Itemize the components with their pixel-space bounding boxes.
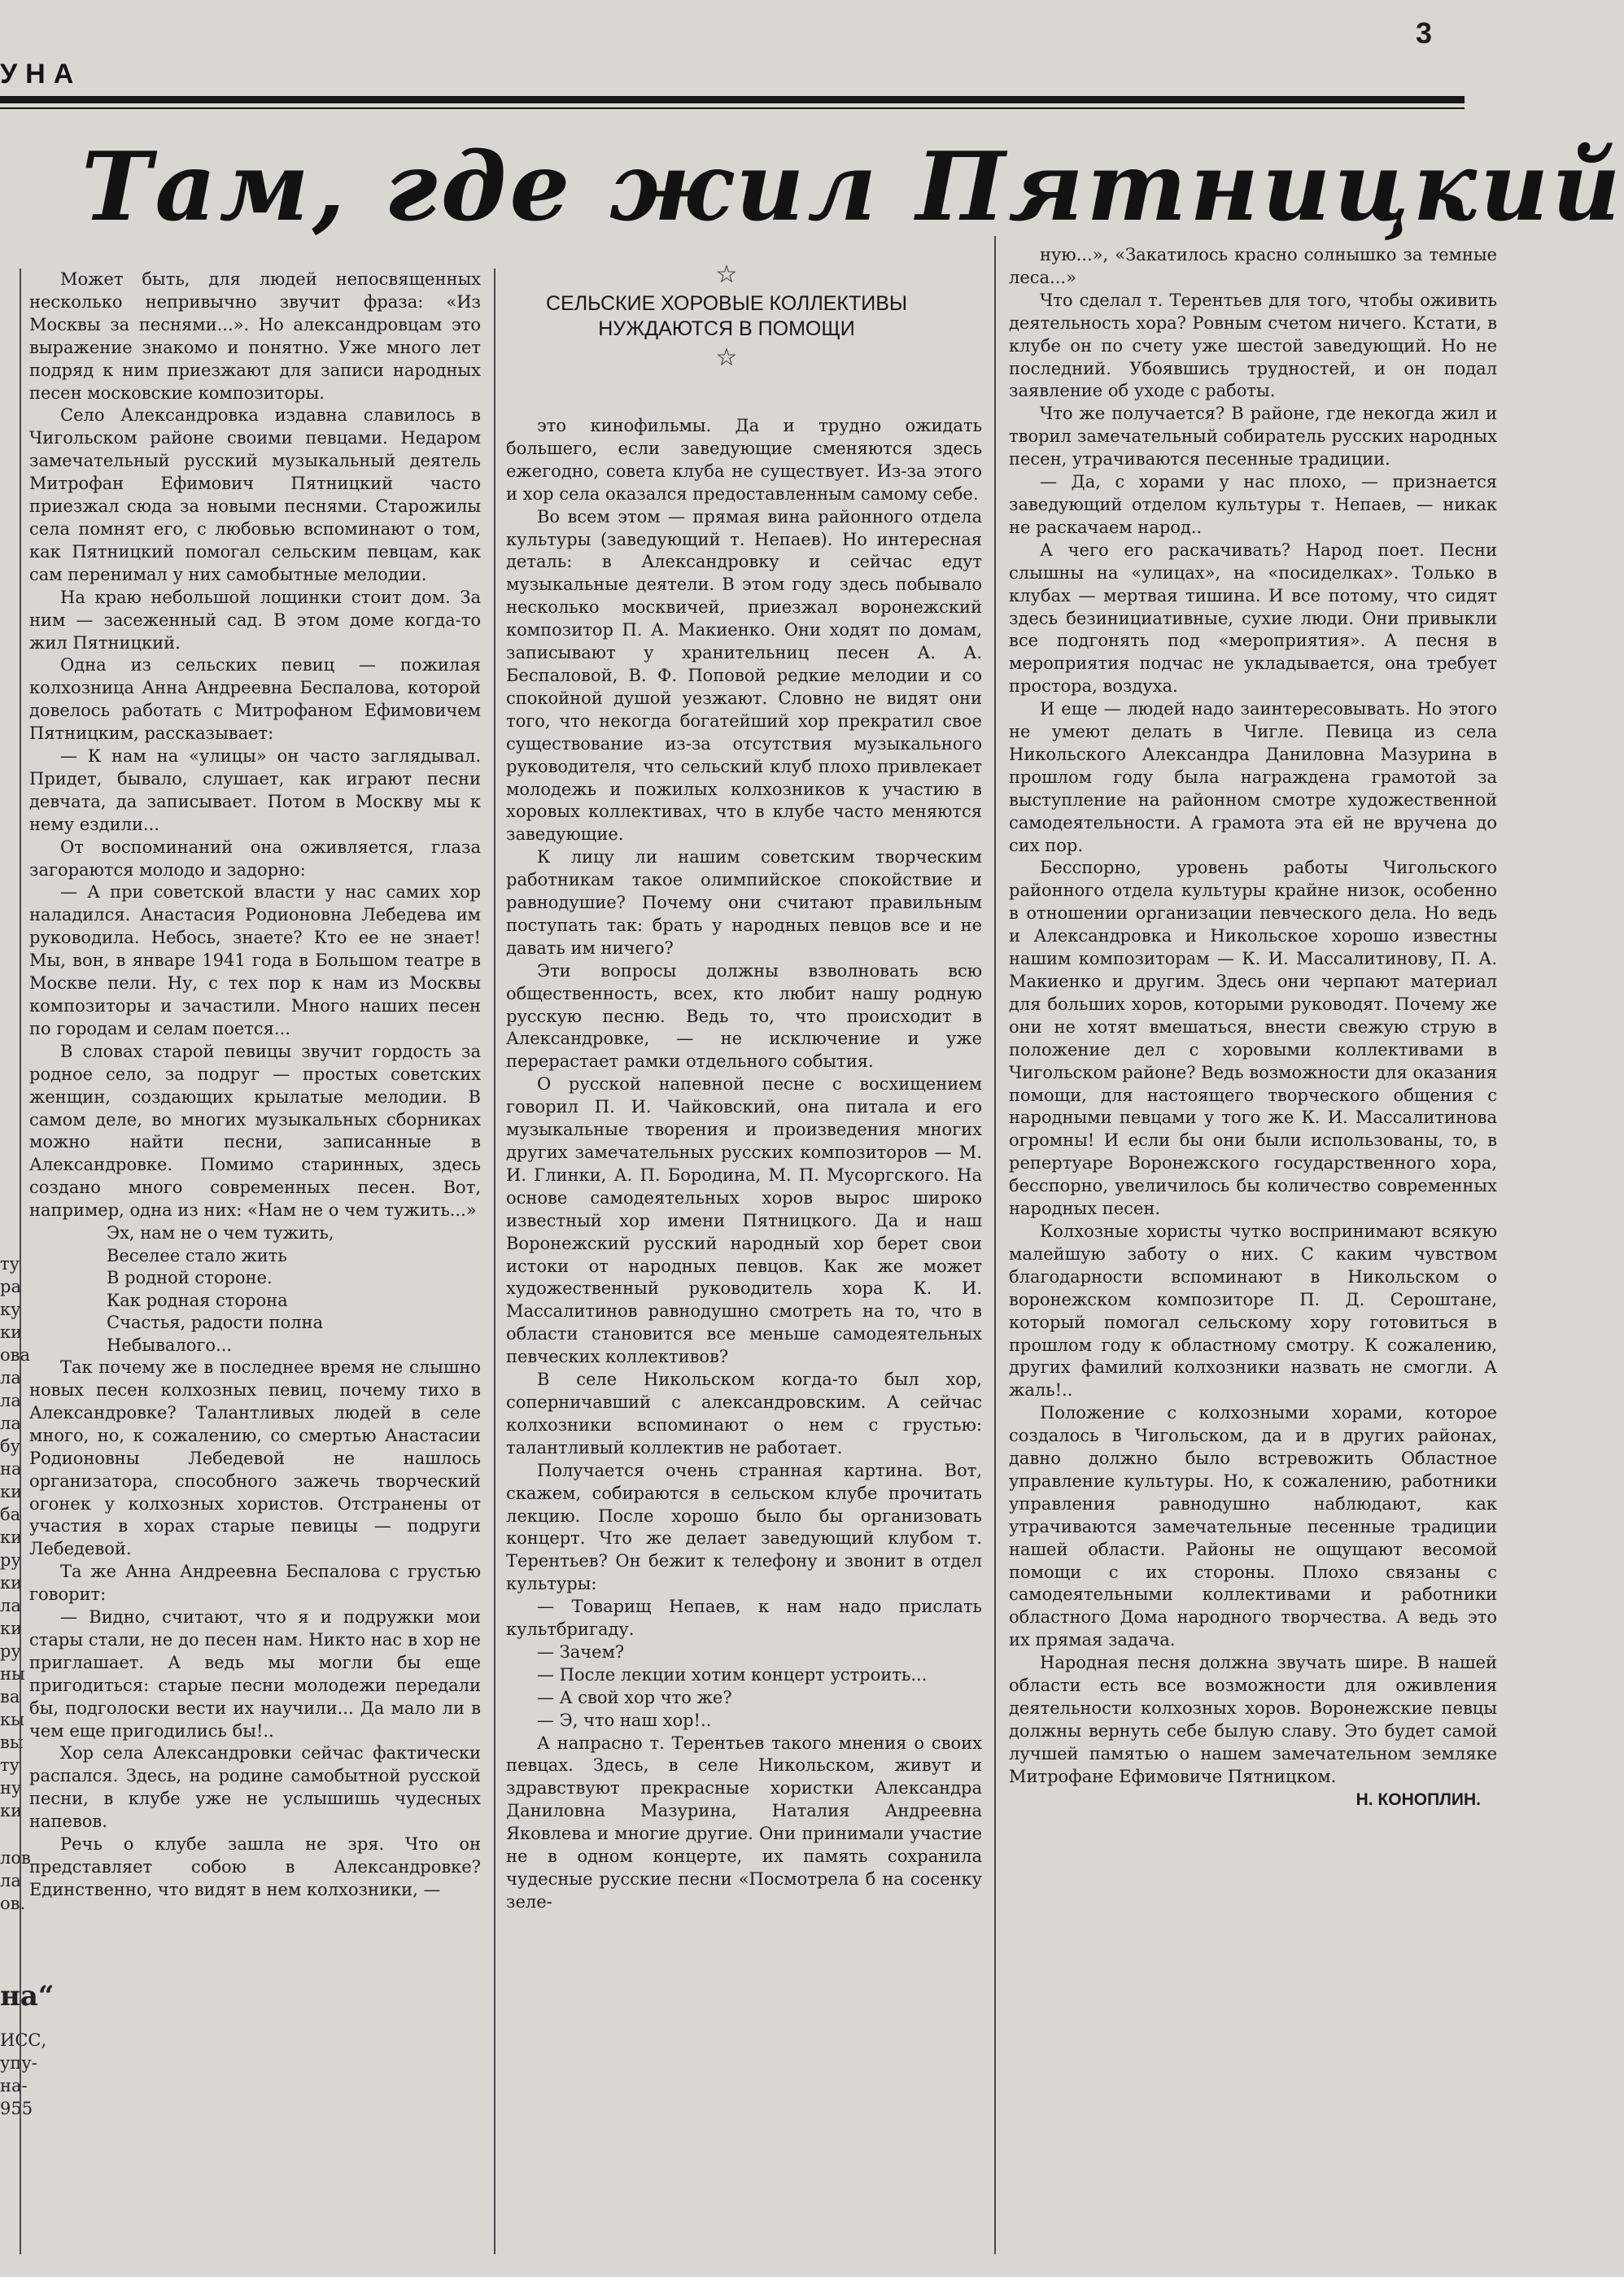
verse-line: Как родная сторона	[107, 1290, 288, 1310]
paragraph: — Товарищ Непаев, к нам надо прислать культбригаду.	[506, 1597, 982, 1640]
edge-fragment: ки	[0, 1573, 23, 1593]
edge-fragment: ны	[0, 1664, 25, 1684]
paragraph: — К нам на «улицы» он часто заглядывал. Придет, бывало, слушает, как играют песни девчата, да записывает. Потом в Москву мы к нему ездили...	[29, 746, 481, 834]
paragraph: К лицу ли нашим советским творческим работникам такое олимпийское спокойствие и равнодушие? Почему они считают правильным поступать так: брать у народных певцов все и не давать им ничего?	[506, 847, 982, 958]
newspaper-name: УНА	[0, 59, 82, 90]
column-rule	[20, 269, 21, 2254]
edge-fragment: ова	[0, 1345, 30, 1365]
article-column-1	[29, 269, 481, 2254]
paragraph: Хор села Александровки сейчас фактически распался. Здесь, на родине самобытной русской песни, в клубе уже не услышишь чудесных напевов.	[29, 1743, 481, 1832]
edge-fragment: ки	[0, 1801, 23, 1820]
edge-fragment: ов.	[0, 1894, 26, 1913]
edge-fragment: кы	[0, 1710, 24, 1729]
paragraph: — Э, что наш хор!..	[537, 1710, 712, 1730]
edge-fragment: ки	[0, 1322, 23, 1342]
edge-fragment: ла	[0, 1391, 21, 1410]
subhead-text: СЕЛЬСКИЕ ХОРОВЫЕ КОЛЛЕКТИВЫ НУЖДАЮТСЯ В ПОМОЩИ	[545, 292, 908, 340]
masthead	[0, 16, 1613, 98]
verse-line: В родной стороне.	[107, 1268, 273, 1288]
paragraph: Эти вопросы должны взволновать всю общественность, всех, кто любит нашу родную русскую песню. Ведь то, что происходит в Александровке, — не исключение и уже перерастает рамки отдельного события.	[506, 960, 982, 1072]
paragraph: В словах старой певицы звучит гордость за родное село, за подруг — простых советских женщин, создающих крылатые мелодии. В самом деле, во многих музыкальных сборниках можно найти песни, записанные в Александровке. Помимо старинных, здесь создано много современных песен. Вот, например, одна из них: «Нам не о чем тужить...»	[29, 1041, 481, 1221]
edge-fragment: ну	[0, 1778, 22, 1798]
edge-fragment: бу	[0, 1436, 20, 1456]
paragraph: — После лекции хотим концерт устроить...	[537, 1664, 928, 1685]
edge-fragment: лов	[0, 1848, 31, 1868]
column-rule	[994, 236, 996, 2254]
edge-fragment: вы	[0, 1733, 24, 1752]
masthead-rule	[0, 96, 1465, 103]
paragraph: Одна из сельских певиц — пожилая колхозница Анна Андреевна Беспалова, которой довелось работать с Митрофаном Ефимовичем Пятницким, рассказывает:	[29, 655, 481, 744]
verse-line: Эх, нам не о чем тужить,	[107, 1223, 334, 1243]
edge-fragment: ки	[0, 1482, 23, 1501]
edge-fragment: ра	[0, 1277, 21, 1296]
article-subhead	[495, 259, 958, 405]
paragraph: И еще — людей надо заинтересовывать. Но этого не умеют делать в Чигле. Певица из села Никольского Александра Даниловна Мазурина в прошлом году была награждена грамотой за выступление на районном смотре художественной самодеятельности. А грамота эта ей не вручена до сих пор.	[1009, 699, 1497, 855]
paragraph: От воспоминаний она оживляется, глаза загораются молодо и задорно:	[29, 837, 481, 880]
verse-line: Небывалого...	[107, 1335, 233, 1355]
verse-line: Веселее стало жить	[107, 1245, 287, 1265]
edge-fragment: ку	[0, 1300, 21, 1319]
paragraph: — Видно, считают, что я и подружки мои стары стали, не до песен нам. Никто нас в хор не приглашает. А ведь мы могли бы еще пригодиться: старые песни молодежи передали бы, подголоски вести их научили... Да мало ли в чем еще пригодились бы!..	[29, 1607, 481, 1741]
paragraph: А чего его раскачивать? Народ поет. Песни слышны на «улицах», на «посиделках». Только в клубах — мертвая тишина. И все потому, что сидят здесь безинициативные, сухие люди. Они привыкли все подгонять под «мероприятия». А песня в мероприятия подчас не укладывается, она требует простора, воздуха.	[1009, 540, 1497, 697]
star-ornament: ☆	[715, 261, 738, 288]
paragraph: А напрасно т. Терентьев такого мнения о своих певцах. Здесь, в селе Никольском, живут и здравствуют прекрасные хористки Александра Даниловна Мазурина, Наталия Андреевна Яковлева и многие другие. Они принимали участие не в одном концерте, их память сохранила чудесные русские песни «Посмотрела б на сосенку зеле-	[506, 1733, 982, 1912]
paragraph: В селе Никольском когда-то был хор, соперничавший с александровским. А сейчас колхозники вспоминают о нем с грустью: талантливый коллектив не работает.	[506, 1370, 982, 1458]
edge-fragment: ла	[0, 1368, 21, 1388]
paragraph: Может быть, для людей непосвященных несколько непривычно звучит фраза: «Из Москвы за песнями...». Но александровцам это выражение знакомо и понятно. Уже много лет подряд к ним приезжают для записи народных песен московские композиторы.	[29, 269, 481, 403]
masthead-rule-thin	[0, 107, 1465, 109]
edge-fragment: ба	[0, 1505, 21, 1524]
edge-fragment: на	[0, 1459, 22, 1479]
paragraph: О русской напевной песне с восхищением говорил П. И. Чайковский, она питала и его музыкальные творения и произведения многих других замечательных русских композиторов — М. И. Глинки, А. П. Бородина, М. П. Мусоргского. На основе самодеятельных хоров вырос широко известный хор имени Пятницкого. Да и наш Воронежский русский народный хор берет свои истоки от народных певцов. Как же может художественный руководитель хора К. И. Массалитинов равнодушно смотреть на то, что в области становится все меньше самодеятельных певческих коллективов?	[506, 1074, 982, 1367]
paragraph: Бесспорно, уровень работы Чигольского районного отдела культуры крайне низок, особенно в отношении организации певческого дела. Но ведь и Александровка и Никольское хорошо известны нашим композиторам — К. И. Массалитинову, П. А. Макиенко и другим. Здесь они черпают материал для больших хоров, которыми руководят. Почему же они не хотят вмешаться, внести свежую струю в положение дел с хоровыми коллективами в Чигольском районе? Ведь возможности для оказания помощи, для настоящего творческого общения с народными певцами у того же К. И. Массалитинова огромны! И если бы они были использованы, то, в репертуаре Воронежского государственного хора, бесспорно, увеличилось бы количество современных народных песен.	[1009, 858, 1497, 1219]
edge-fragment: на-	[0, 2076, 28, 2096]
paragraph: ную...», «Закатилось красно солнышко за темные леса...»	[1009, 245, 1497, 287]
edge-fragment: ла	[0, 1871, 21, 1890]
paragraph: — А свой хор что же?	[537, 1687, 732, 1707]
article-column-3	[1009, 244, 1497, 2254]
author-signature: Н. КОНОПЛИН.	[1356, 1790, 1481, 1809]
paragraph: Так почему же в последнее время не слышно новых песен колхозных певиц, почему тихо в Александровке? Талантливых людей в селе много, но, к сожалению, со смертью Анастасии Родионовны Лебедевой не нашлось организатора, способного зажечь творческий огонек у колхозных хористов. Отстранены от участия в хорах старые певицы — подруги Лебедевой.	[29, 1357, 481, 1559]
paragraph: Положение с колхозными хорами, которое создалось в Чигольском, да и в других районах, давно должно было встревожить Областное управление культуры. Но, к сожалению, работники управления равнодушно наблюдают, как утрачиваются замечательные песенные традиции нашей области. Районы не ощущают весомой помощи с их стороны. Плохо связаны с самодеятельными коллективами и работники областного Дома народного творчества. А ведь это их прямая задача.	[1009, 1403, 1497, 1650]
edge-fragment: ИСС,	[0, 2030, 47, 2050]
edge-fragment: ла	[0, 1414, 21, 1433]
paragraph: — А при советской власти у нас самих хор наладился. Анастасия Родионовна Лебедева им руководила. Небось, знаете? Кто ее не знает! Мы, вон, в январе 1941 года в Большом театре в Москве пели. Ну, с тех пор к нам из Москвы композиторы и зачастили. Много наших песен по городам и селам поется...	[29, 882, 481, 1038]
paragraph: Село Александровка издавна славилось в Чигольском районе своими певцами. Недаром замечательный русский музыкальный деятель Митрофан Ефимович Пятницкий часто приезжал сюда за новыми песнями. Старожилы села помнят его, с любовью вспоминают о том, как Пятницкий помогал сельским певцам, как сам перенимал у них самобытные мелодии.	[29, 405, 481, 584]
edge-fragment: ва	[0, 1687, 20, 1707]
edge-fragment: упу-	[0, 2053, 37, 2073]
edge-fragment: ки	[0, 1527, 23, 1547]
left-edge-fragments	[0, 0, 55, 2277]
edge-fragment: ту	[0, 1755, 20, 1775]
paragraph: Речь о клубе зашла не зря. Что он представляет собою в Александровке? Единственно, что видят в нем колхозники, —	[29, 1834, 481, 1899]
verse-line: Счастья, радости полна	[107, 1313, 323, 1333]
paragraph: Колхозные хористы чутко воспринимают всякую малейшую заботу о них. С каким чувством благодарности вспоминают в Никольском о воронежском композиторе П. Д. Сероштане, который помогал сельскому хору готовиться в прошлом году к областному смотру. К сожалению, других фамилий колхозники назвать не смогли. А жаль!..	[1009, 1221, 1497, 1401]
paragraph: Получается очень странная картина. Вот, скажем, собираются в сельском клубе прочитать лекцию. После хорошо было бы организовать концерт. Что же делает заведующий клубом т. Терентьев? Он бежит к телефону и звонит в отдел культуры:	[506, 1460, 982, 1594]
edge-fragment: ла	[0, 1596, 21, 1615]
paragraph: На краю небольшой лощинки стоит дом. За ним — засеженный сад. В этом доме когда-то жил Пятницкий.	[29, 587, 481, 653]
edge-fragment: ту	[0, 1254, 20, 1274]
page-number: 3	[1416, 16, 1433, 50]
edge-fragment: на“	[0, 1980, 55, 2013]
paragraph: это кинофильмы. Да и трудно ожидать большего, если заведующие сменяются здесь ежегодно, совета клуба не существует. Из-за этого и хор села оказался предоставленным самому себе.	[506, 416, 982, 504]
article-headline: Там, где жил Пятницкий	[81, 132, 1624, 243]
paragraph: — Да, с хорами у нас плохо, — признается заведующий отделом культуры т. Непаев, — никак не раскачаем народ..	[1009, 472, 1497, 537]
column-rule	[494, 269, 495, 2254]
paragraph: — Зачем?	[537, 1641, 625, 1662]
edge-fragment: ру	[0, 1641, 21, 1661]
paragraph: Что же получается? В районе, где некогда жил и творил замечательный собиратель русских народных песен, утрачиваются песенные традиции.	[1009, 404, 1497, 470]
paragraph: Что сделал т. Терентьев для того, чтобы оживить деятельность хора? Ровным счетом ничего. Кстати, в клубе он по счету уже шестой заведующий. Но не последний. Убоявшись трудностей, и он подал заявление об уходе с работы.	[1009, 290, 1497, 401]
edge-fragment: 955	[0, 2099, 33, 2118]
edge-fragment: ки	[0, 1619, 23, 1638]
paragraph: Во всем этом — прямая вина районного отдела культуры (заведующий т. Непаев). Но интересная деталь: в Александровку и сейчас едут музыкальные деятели. В этом году здесь побывало несколько москвичей, приезжал воронежский композитор П. А. Макиенко. Они ходят по домам, записывают у хранительниц песен А. А. Беспаловой, В. Ф. Поповой редкие мелодии и со спокойной душой уезжают. Словно не видят они того, что некогда богатейший хор прекратил свое существование из-за отсутствия музыкального руководителя, что сельский клуб плохо привлекает молодежь и пожилых колхозников к участию в хоровых коллективах, что в клубе часто меняются заведующие.	[506, 506, 982, 845]
article-column-2	[506, 415, 982, 2254]
paragraph: Народная песня должна звучать шире. В нашей области есть все возможности для оживления деятельности колхозных хоров. Воронежские певцы должны вернуть себе былую славу. Это будет самой лучшей памятью о нашем замечательном земляке Митрофане Ефимовиче Пятницком.	[1009, 1653, 1497, 1786]
edge-fragment: ру	[0, 1550, 21, 1570]
paragraph: Та же Анна Андреевна Беспалова с грустью говорит:	[29, 1562, 481, 1605]
star-ornament: ☆	[715, 344, 738, 371]
